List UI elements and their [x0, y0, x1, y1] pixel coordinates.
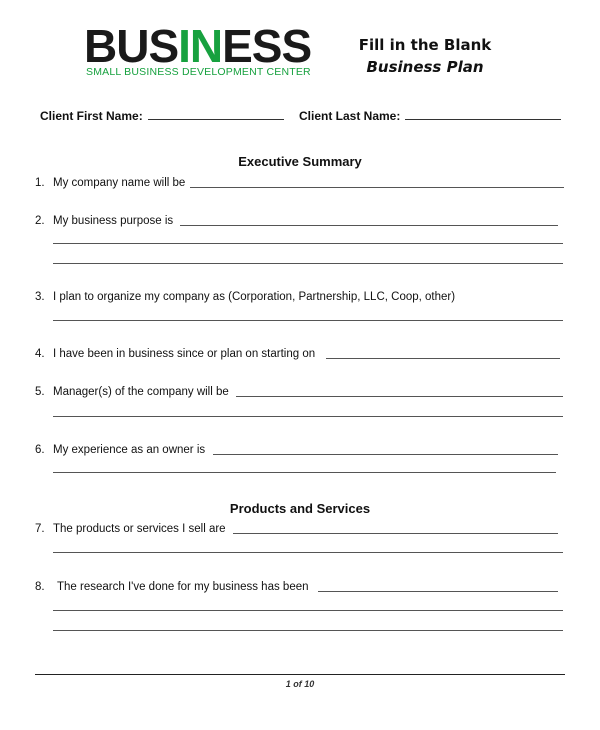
answer-line[interactable]: [53, 243, 563, 244]
answer-line[interactable]: [236, 396, 563, 397]
client-first-name-field: [40, 109, 284, 123]
footer-divider: [35, 674, 565, 675]
document-title: [350, 34, 500, 78]
answer-line[interactable]: [53, 263, 563, 264]
question-4: [35, 348, 315, 360]
question-text: Manager(s) of the company will be: [53, 386, 229, 398]
answer-line[interactable]: [326, 358, 560, 359]
question-number: 1.: [35, 177, 45, 189]
title-line-2: Business Plan: [366, 58, 484, 76]
section-heading-products-services: Products and Services: [229, 501, 371, 516]
question-8: [35, 581, 309, 593]
question-number: 3.: [35, 291, 45, 303]
question-text: My experience as an owner is: [53, 444, 206, 456]
question-6: [35, 444, 205, 456]
answer-line[interactable]: [180, 225, 558, 226]
logo-subtitle: SMALL BUSINESS DEVELOPMENT CENTER: [86, 66, 311, 78]
question-number: 7.: [35, 523, 45, 535]
question-text: The products or services I sell are: [53, 523, 226, 535]
answer-line[interactable]: [53, 472, 556, 473]
question-3: [35, 291, 455, 303]
answer-line[interactable]: [318, 591, 558, 592]
question-number: 4.: [35, 348, 45, 360]
page-number: 1 of 10: [285, 679, 315, 689]
client-first-name-blank[interactable]: [148, 109, 284, 120]
question-5: [35, 386, 229, 398]
question-text: The research I've done for my business has been: [57, 581, 309, 593]
question-text: My business purpose is: [53, 215, 174, 227]
answer-line[interactable]: [53, 416, 563, 417]
answer-line[interactable]: [53, 320, 563, 321]
business-logo: [84, 22, 311, 70]
question-7: [35, 523, 226, 535]
question-2: [35, 215, 173, 227]
question-number: 8.: [35, 581, 45, 593]
client-last-name-blank[interactable]: [405, 109, 561, 120]
answer-line[interactable]: [53, 610, 563, 611]
answer-line[interactable]: [233, 533, 558, 534]
logo-text-pre: BUS: [84, 20, 179, 72]
section-heading-executive-summary: Executive Summary: [238, 154, 362, 169]
logo-text-post: ESS: [222, 20, 312, 72]
question-1: [35, 177, 185, 189]
question-text: I have been in business since or plan on starting on: [53, 348, 316, 360]
answer-line[interactable]: [53, 552, 563, 553]
question-text: I plan to organize my company as (Corporation, Partnership, LLC, Coop, other): [53, 291, 456, 303]
title-line-1: Fill in the Blank: [358, 36, 492, 54]
client-last-name-label: Client Last Name:: [299, 109, 401, 123]
question-number: 5.: [35, 386, 45, 398]
logo-text-mid: IN: [178, 20, 223, 72]
answer-line[interactable]: [213, 454, 558, 455]
question-text: My company name will be: [53, 177, 186, 189]
question-number: 2.: [35, 215, 45, 227]
question-number: 6.: [35, 444, 45, 456]
answer-line[interactable]: [190, 187, 564, 188]
answer-line[interactable]: [53, 630, 563, 631]
client-last-name-field: [299, 109, 561, 123]
client-first-name-label: Client First Name:: [40, 109, 143, 123]
